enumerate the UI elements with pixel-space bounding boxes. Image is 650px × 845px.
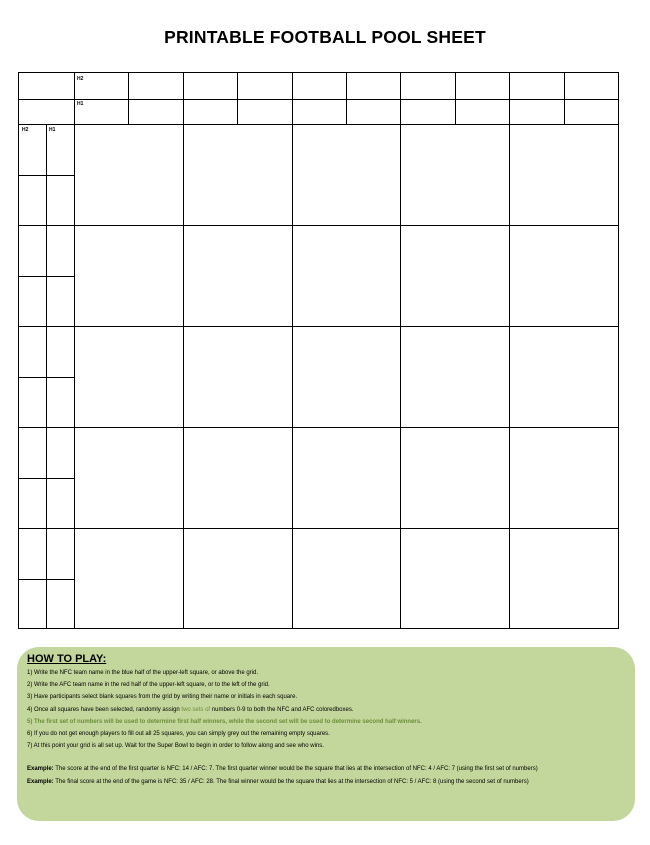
grid-line [19,99,618,100]
page-title: PRINTABLE FOOTBALL POOL SHEET [164,27,486,47]
grid-line [19,326,618,327]
pool-grid [18,72,619,629]
instruction-step: 6) If you do not get enough players to fill out all 25 squares, you can simply grey out the remaining empty squares. [27,731,330,738]
grid-line [74,73,75,628]
grid-line [19,124,618,125]
how-to-play-heading: HOW TO PLAY: [27,653,107,665]
grid-line [19,528,618,529]
grid-line [346,73,347,125]
second-col-label: H1 [49,127,56,133]
second-row-label: H1 [77,101,84,107]
step4-part-a: 4) Once all squares have been selected, randomly assign [27,706,182,713]
grid-line [183,73,184,628]
grid-line [509,73,510,628]
example-line [27,776,625,788]
grid-line [455,73,456,125]
grid-line [237,73,238,125]
step4-part-c: numbers 0-9 to both the NFC and AFC coloredboxes. [210,706,354,713]
left-col-label: H2 [22,127,29,133]
example-text: The final score at the end of the game is NFC: 35 / AFC: 28. The final winner would be the square that lies at the intersection of NFC: 5 / AFC: 8 (using the second set of numbers) [53,778,529,785]
instruction-step: 3) Have participants select blank squares from the grid by writing their name or initials in each square. [27,694,298,701]
grid-line [19,427,618,428]
example-text: The score at the end of the first quarter is NFC: 14 / AFC: 7. The first quarter winner would be the square that lies at the intersection of NFC: 4 / AFC: 7 (using the first set of numbers) [53,766,538,773]
instruction-step: 7) At this point your grid is all set up. Wait for the Super Bowl to begin in order to follow along and see who wins. [27,743,324,750]
instruction-step: 1) Write the NFC team name in the blue half of the upper-left square, or above the grid. [27,670,259,676]
instruction-step: 5) The first set of numbers will be used to determine first half winners, while the second set will be used to determine second half winners. [27,718,422,725]
grid-line [19,225,618,226]
top-row-label: H2 [77,76,84,82]
example-line [27,763,625,775]
step4-highlight: two sets of [181,706,211,713]
how-to-play-panel [17,647,635,821]
grid-line [564,73,565,125]
instruction-step: 2) Write the AFC team name in the red half of the upper-left square, or to the left of the grid. [27,682,270,689]
grid-line [128,73,129,125]
instruction-step [27,704,625,716]
example-label: Example: [27,778,54,785]
grid-line [400,73,401,628]
grid-line [292,73,293,628]
example-label: Example: [27,766,54,773]
grid-line [46,125,47,628]
